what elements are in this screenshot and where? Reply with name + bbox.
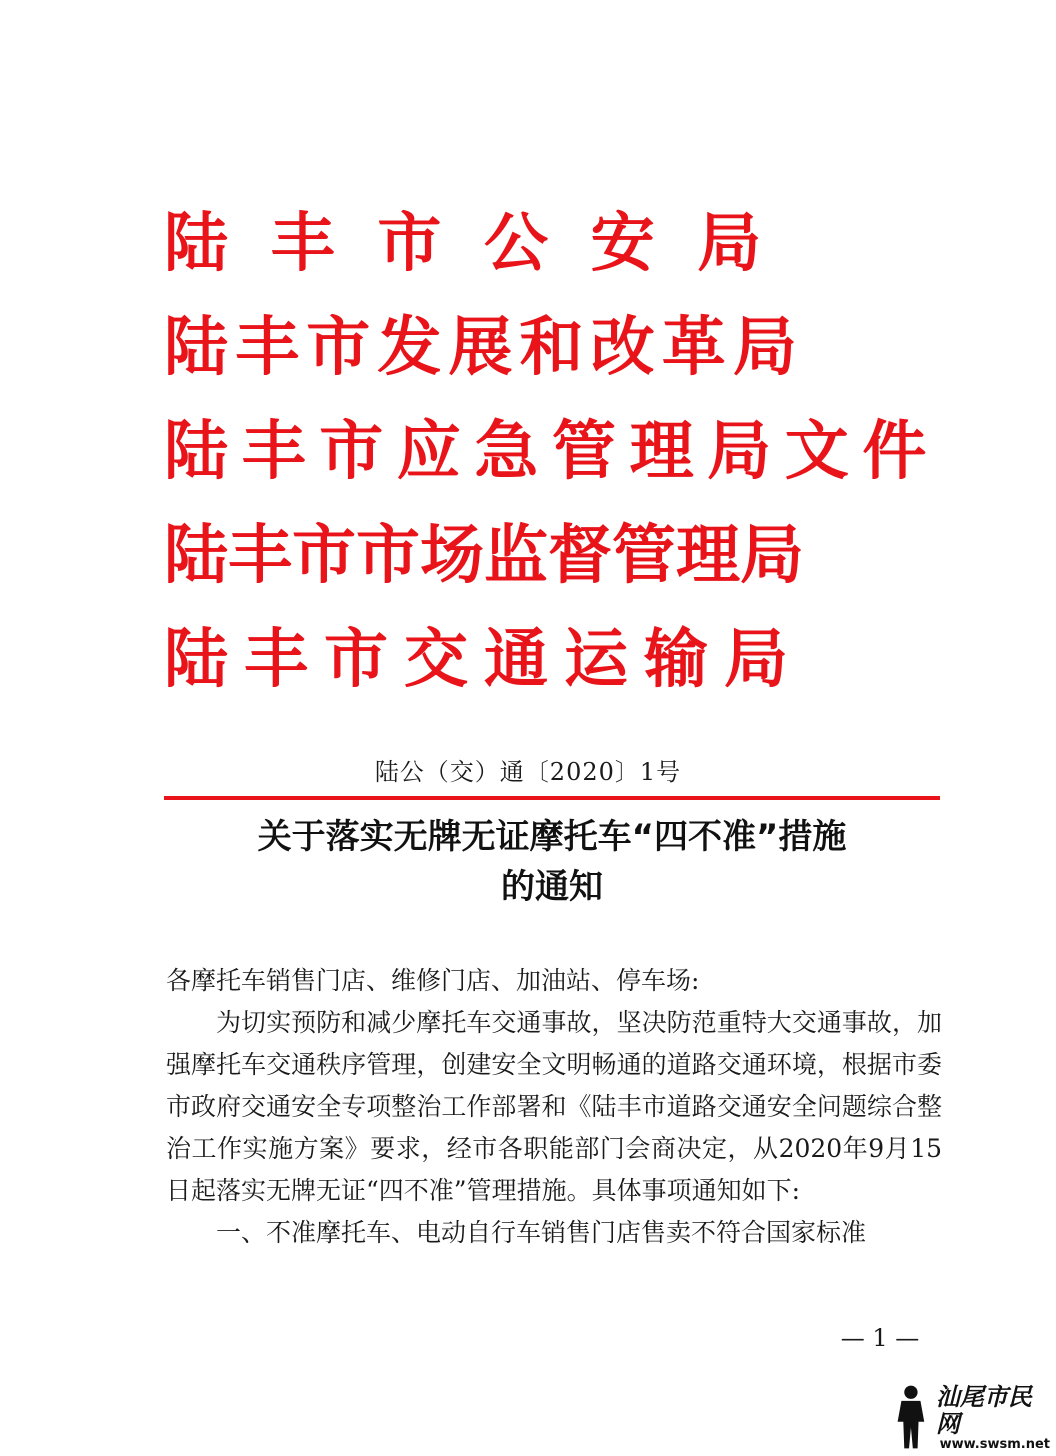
issuer-char: 急	[474, 414, 539, 489]
person-silhouette-icon	[890, 1382, 932, 1452]
issuer-line-1	[164, 296, 964, 400]
document-title	[164, 812, 940, 912]
issuer-char: 安	[590, 206, 655, 281]
watermark-text	[936, 1384, 1050, 1452]
issuer-char: 监	[484, 518, 548, 593]
issuer-char: 展	[448, 310, 513, 385]
issuer-char: 丰	[241, 414, 306, 489]
issuer-char: 市	[306, 310, 371, 385]
issuer-char: 督	[548, 518, 612, 593]
issuer-char: 陆	[164, 622, 228, 697]
issuer-char: 陆	[164, 518, 228, 593]
issuer-char: 通	[484, 622, 548, 697]
issuer-char: 市	[319, 414, 384, 489]
issuer-char: 交	[404, 622, 468, 697]
issuer-char: 管	[612, 518, 676, 593]
issuing-authorities	[164, 192, 964, 712]
issuer-char: 革	[661, 310, 726, 385]
issuer-char: 和	[519, 310, 584, 385]
issuer-char: 局	[724, 622, 788, 697]
issuer-char: 丰	[228, 518, 292, 593]
watermark-site-name: 汕尾市民网	[935, 1382, 1032, 1438]
issuer-char: 市	[356, 518, 420, 593]
watermark-url: www.swsm.net	[939, 1437, 1050, 1452]
issuer-char: 件	[862, 414, 927, 489]
issuer-char: 局	[697, 206, 762, 281]
issuer-char: 市	[324, 622, 388, 697]
title-line-2: 的通知	[501, 867, 603, 907]
issuer-char: 发	[377, 310, 442, 385]
issuer-char: 市	[377, 206, 442, 281]
issuer-char: 陆	[164, 414, 228, 489]
issuer-char: 输	[644, 622, 708, 697]
issuer-line-0	[164, 192, 964, 296]
issuer-char: 公	[483, 206, 548, 281]
site-watermark	[890, 1382, 1050, 1452]
issuer-char: 丰	[235, 310, 300, 385]
issuer-char: 文	[784, 414, 849, 489]
issuer-char: 局	[732, 310, 797, 385]
body-paragraph-2: 一、不准摩托车、电动自行车销售门店售卖不符合国家标准	[216, 1218, 867, 1247]
issuer-char: 理	[676, 518, 740, 593]
issuer-char: 丰	[270, 206, 335, 281]
issuer-line-3	[164, 504, 964, 608]
red-divider-line	[164, 796, 940, 800]
document-number: 陆公（交）通〔2020〕1号	[374, 758, 682, 786]
document-body	[166, 960, 942, 1254]
issuer-char: 局	[707, 414, 772, 489]
issuer-char: 陆	[164, 310, 228, 385]
issuer-char: 陆	[164, 206, 228, 281]
salutation: 各摩托车销售门店、维修门店、加油站、停车场:	[166, 966, 700, 995]
issuer-char: 运	[564, 622, 628, 697]
issuer-char: 改	[590, 310, 655, 385]
issuer-char: 丰	[244, 622, 308, 697]
page-number: — 1 —	[840, 1324, 920, 1352]
body-paragraph-1: 为切实预防和减少摩托车交通事故，坚决防范重特大交通事故，加强摩托车交通秩序管理，创建安全文明畅通的道路交通环境，根据市委市政府交通安全专项整治工作部署和《陆丰市道路交通安全问题综合整治工作实施方案》要求，经市各职能部门会商决定，从2020年9月15日起落实无牌无证“四不准”管理措施。具体事项通知如下:	[166, 1008, 942, 1205]
issuer-line-2	[164, 400, 964, 504]
issuer-char: 市	[292, 518, 356, 593]
issuer-char: 应	[396, 414, 461, 489]
issuer-line-4	[164, 608, 964, 712]
issuer-char: 局	[740, 518, 804, 593]
title-line-1: 关于落实无牌无证摩托车“四不准”措施	[257, 817, 847, 857]
issuer-char: 场	[420, 518, 484, 593]
issuer-char: 理	[629, 414, 694, 489]
issuer-char: 管	[551, 414, 616, 489]
